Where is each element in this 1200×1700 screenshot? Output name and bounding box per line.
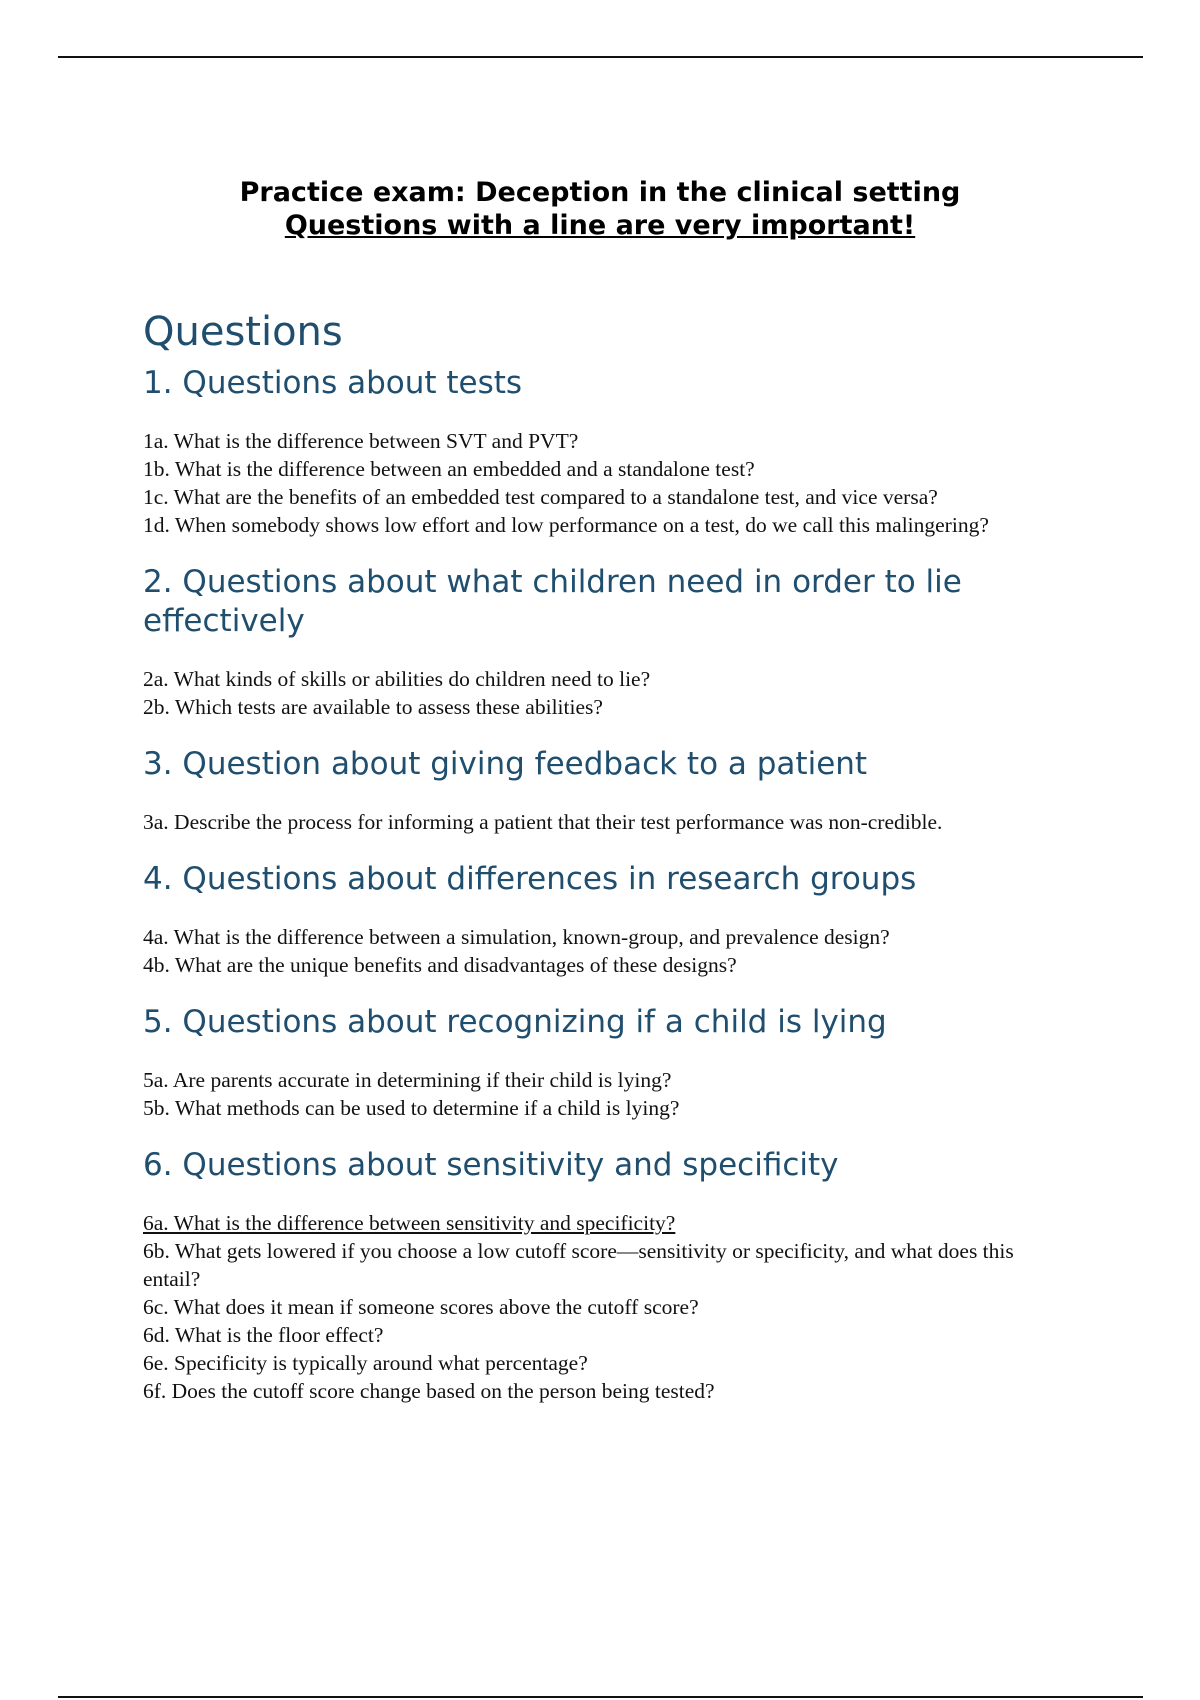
document-header: [0, 176, 1200, 242]
questions-heading: Questions: [143, 309, 343, 355]
section-title: 5. Questions about recognizing if a child is lying: [143, 1004, 887, 1040]
question-item: 1c. What are the benefits of an embedded test compared to a standalone test, and vice versa?: [143, 485, 938, 509]
document-subtitle: Questions with a line are very important!: [284, 210, 916, 241]
question-item: 4b. What are the unique benefits and disadvantages of these designs?: [143, 953, 737, 977]
question-item: 4a. What is the difference between a simulation, known-group, and prevalence design?: [143, 925, 890, 949]
question-item: 6b. What gets lowered if you choose a low cutoff score—sensitivity or specificity, and what does this entail?: [143, 1239, 1014, 1291]
question-list: [143, 1209, 1063, 1405]
question-item: 3a. Describe the process for informing a patient that their test performance was non-credible.: [143, 810, 943, 834]
top-rule: [58, 56, 1143, 58]
question-item: 1d. When somebody shows low effort and low performance on a test, do we call this malingering?: [143, 513, 989, 537]
section-title: 6. Questions about sensitivity and specificity: [143, 1147, 839, 1183]
question-item: 6e. Specificity is typically around what percentage?: [143, 1351, 588, 1375]
question-item: 1b. What is the difference between an embedded and a standalone test?: [143, 457, 755, 481]
section-title: 4. Questions about differences in research groups: [143, 861, 917, 897]
question-section: [143, 563, 1063, 721]
question-list: [143, 427, 1063, 539]
question-section: [143, 745, 1063, 836]
question-item: 6c. What does it mean if someone scores above the cutoff score?: [143, 1295, 699, 1319]
question-item: 6d. What is the floor effect?: [143, 1323, 384, 1347]
section-title: 3. Question about giving feedback to a patient: [143, 746, 868, 782]
document-title: Practice exam: Deception in the clinical setting: [239, 177, 961, 208]
question-list: [143, 923, 1063, 979]
question-item: 5a. Are parents accurate in determining if their child is lying?: [143, 1068, 672, 1092]
question-sections: [143, 364, 1063, 1405]
question-item: 5b. What methods can be used to determine if a child is lying?: [143, 1096, 680, 1120]
question-section: [143, 1003, 1063, 1122]
question-list: [143, 665, 1063, 721]
question-item: 1a. What is the difference between SVT and PVT?: [143, 429, 579, 453]
question-list: [143, 1066, 1063, 1122]
document-body: [143, 308, 1063, 1429]
question-item: 2a. What kinds of skills or abilities do children need to lie?: [143, 667, 651, 691]
question-item: 2b. Which tests are available to assess these abilities?: [143, 695, 603, 719]
section-title: 2. Questions about what children need in order to lie effectively: [143, 564, 962, 639]
question-item: 6f. Does the cutoff score change based on the person being tested?: [143, 1379, 715, 1403]
section-title: 1. Questions about tests: [143, 365, 523, 401]
question-section: [143, 860, 1063, 979]
question-section: [143, 364, 1063, 539]
question-item: 6a. What is the difference between sensitivity and specificity?: [143, 1211, 676, 1235]
question-section: [143, 1146, 1063, 1405]
question-list: [143, 808, 1063, 836]
bottom-rule: [58, 1696, 1143, 1698]
